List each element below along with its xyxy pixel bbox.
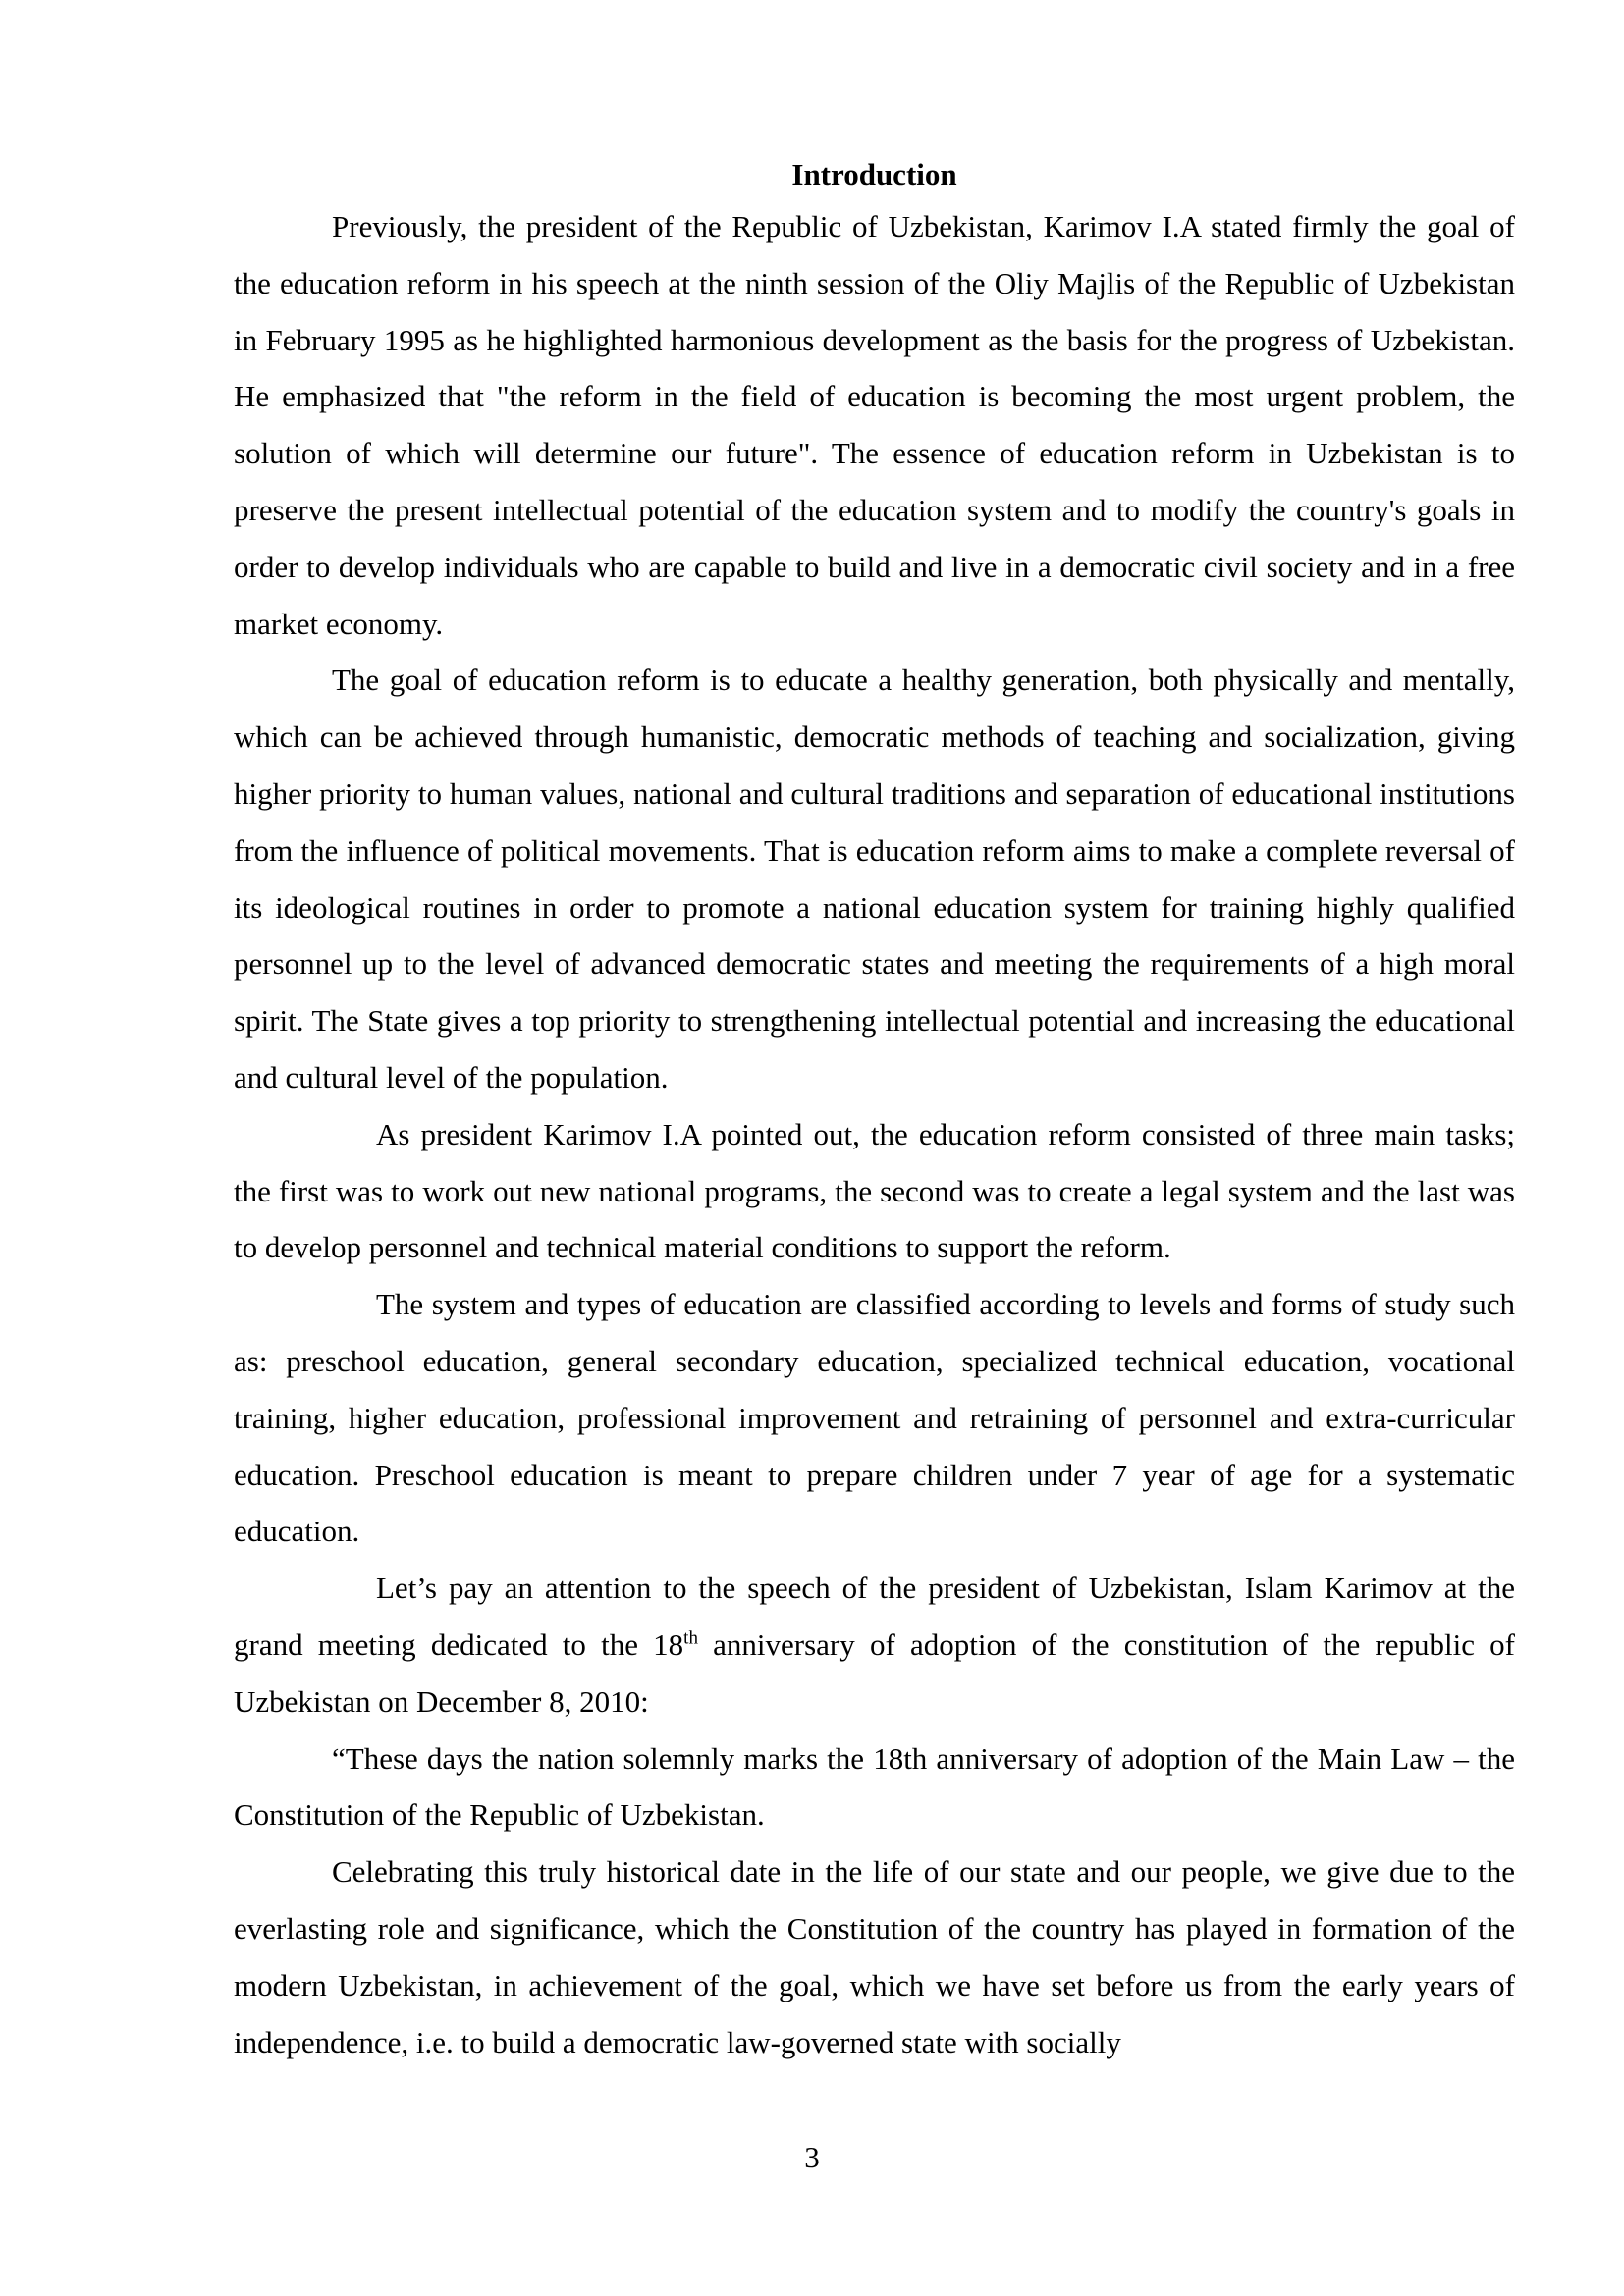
document-title: Introduction bbox=[791, 157, 957, 191]
paragraph-7: Celebrating this truly historical date in the life of our state and our people, we give due to the everlasting role and significance, which the Constitution of the country has played in formation of the modern Uzbekistan, in achievement of the goal, which we have set before us from the early years of independence, i.e. to build a democratic law-governed state with socially bbox=[234, 1854, 1515, 2059]
page-number: 3 bbox=[804, 2140, 820, 2174]
paragraph-1: Previously, the president of the Republic of Uzbekistan, Karimov I.A stated firmly the goal of the education reform in his speech at the ninth session of the Oliy Majlis of the Republic of Uzbekistan in February 1995 as he highlighted harmonious development as the basis for the progress of Uzbekistan. He emphasized that "the reform in the field of education is becoming the most urgent problem, the solution of which will determine our future". The essence of education reform in Uzbekistan is to preserve the present intellectual potential of the education system and to modify the country's goals in order to develop individuals who are capable to build and live in a democratic civil society and in a free market economy. bbox=[234, 209, 1515, 641]
paragraph-5-text-after: anniversary of adoption of the constitution of the republic of Uzbekistan on December 8, 2010: bbox=[234, 1627, 1515, 1719]
paragraph-5-text-before: Let’s pay an attention to the speech of the president of Uzbekistan, Islam Karimov at the grand meeting dedicated to the 18 bbox=[234, 1571, 1515, 1662]
paragraph-5 bbox=[234, 1560, 1515, 1730]
ordinal-superscript: th bbox=[683, 1628, 698, 1649]
paragraph-4: The system and types of education are classified according to levels and forms of study such as: preschool education, general secondary education, specialized technical education, vocational training, higher education, professional improvement and retraining of personnel and extra-curricular education. Preschool education is meant to prepare children under 7 year of age for a systematic education. bbox=[234, 1287, 1515, 1549]
page-content bbox=[234, 151, 1515, 2070]
paragraph-2: The goal of education reform is to educate a healthy generation, both physically and mentally, which can be achieved through humanistic, democratic methods of teaching and socialization, giving higher priority to human values, national and cultural traditions and separation of educational institutions from the influence of political movements. That is education reform aims to make a complete reversal of its ideological routines in order to promote a national education system for training highly qualified personnel up to the level of advanced democratic states and meeting the requirements of a high moral spirit. The State gives a top priority to strengthening intellectual potential and increasing the educational and cultural level of the population. bbox=[234, 663, 1515, 1095]
paragraph-6-quote: “These days the nation solemnly marks the 18th anniversary of adoption of the Main Law – the Constitution of the Republic of Uzbekistan. bbox=[234, 1740, 1515, 1833]
paragraph-3: As president Karimov I.A pointed out, the education reform consisted of three main tasks; the first was to work out new national programs, the second was to create a legal system and the last was to develop personnel and technical material conditions to support the reform. bbox=[234, 1116, 1515, 1265]
